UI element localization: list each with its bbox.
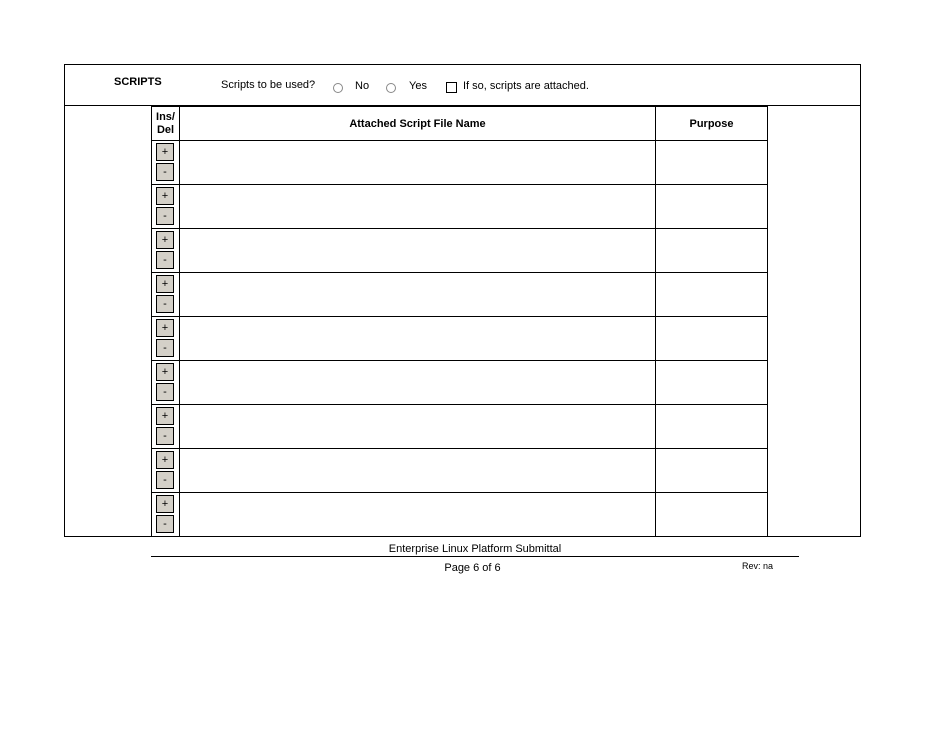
script-file-name-cell[interactable] [180,229,656,273]
purpose-cell[interactable] [656,493,768,537]
script-file-name-cell[interactable] [180,405,656,449]
purpose-cell[interactable] [656,361,768,405]
footer-title: Enterprise Linux Platform Submittal [388,543,562,555]
delete-row-button[interactable]: - [156,295,174,313]
delete-row-button[interactable]: - [156,383,174,401]
table-row [152,141,768,185]
scripts-question: Scripts to be used? [221,79,316,91]
purpose-cell[interactable] [656,405,768,449]
insert-row-button[interactable]: + [156,187,174,205]
insert-row-button[interactable]: + [156,407,174,425]
insert-row-button[interactable]: + [156,275,174,293]
radio-no[interactable] [333,83,343,93]
revision: Rev: na [742,561,774,571]
script-file-name-cell[interactable] [180,273,656,317]
table-row [152,493,768,537]
delete-row-button[interactable]: - [156,515,174,533]
row-controls [152,317,180,361]
footer-divider [151,556,799,557]
radio-yes-label: Yes [409,80,427,92]
row-controls [152,405,180,449]
row-controls [152,229,180,273]
purpose-cell[interactable] [656,449,768,493]
row-controls [152,273,180,317]
scripts-header-row [65,65,860,106]
delete-row-button[interactable]: - [156,207,174,225]
purpose-cell[interactable] [656,229,768,273]
delete-row-button[interactable]: - [156,427,174,445]
scripts-attached-label: If so, scripts are attached. [463,80,589,92]
insert-row-button[interactable]: + [156,363,174,381]
purpose-cell[interactable] [656,185,768,229]
header-ins-del: Ins/ Del [152,107,180,141]
purpose-cell[interactable] [656,273,768,317]
script-file-name-cell[interactable] [180,317,656,361]
insert-row-button[interactable]: + [156,231,174,249]
table-row [152,361,768,405]
delete-row-button[interactable]: - [156,163,174,181]
scripts-form [64,64,861,537]
script-file-name-cell[interactable] [180,449,656,493]
row-controls [152,361,180,405]
insert-row-button[interactable]: + [156,319,174,337]
table-row [152,405,768,449]
table-row [152,449,768,493]
scripts-table [151,106,768,537]
row-controls [152,185,180,229]
scripts-attached-checkbox[interactable] [446,82,457,93]
radio-no-label: No [355,80,370,92]
insert-row-button[interactable]: + [156,143,174,161]
row-controls [152,141,180,185]
insert-row-button[interactable]: + [156,495,174,513]
row-controls [152,449,180,493]
table-row [152,229,768,273]
row-controls [152,493,180,537]
table-row [152,185,768,229]
section-title: SCRIPTS [114,76,162,88]
page-number: Page 6 of 6 [444,562,501,574]
table-row [152,273,768,317]
header-purpose: Purpose [656,107,768,141]
script-file-name-cell[interactable] [180,185,656,229]
script-file-name-cell[interactable] [180,361,656,405]
delete-row-button[interactable]: - [156,339,174,357]
purpose-cell[interactable] [656,317,768,361]
purpose-cell[interactable] [656,141,768,185]
radio-yes[interactable] [386,83,396,93]
insert-row-button[interactable]: + [156,451,174,469]
script-file-name-cell[interactable] [180,493,656,537]
delete-row-button[interactable]: - [156,471,174,489]
script-file-name-cell[interactable] [180,141,656,185]
table-row [152,317,768,361]
delete-row-button[interactable]: - [156,251,174,269]
header-file-name: Attached Script File Name [180,107,656,141]
